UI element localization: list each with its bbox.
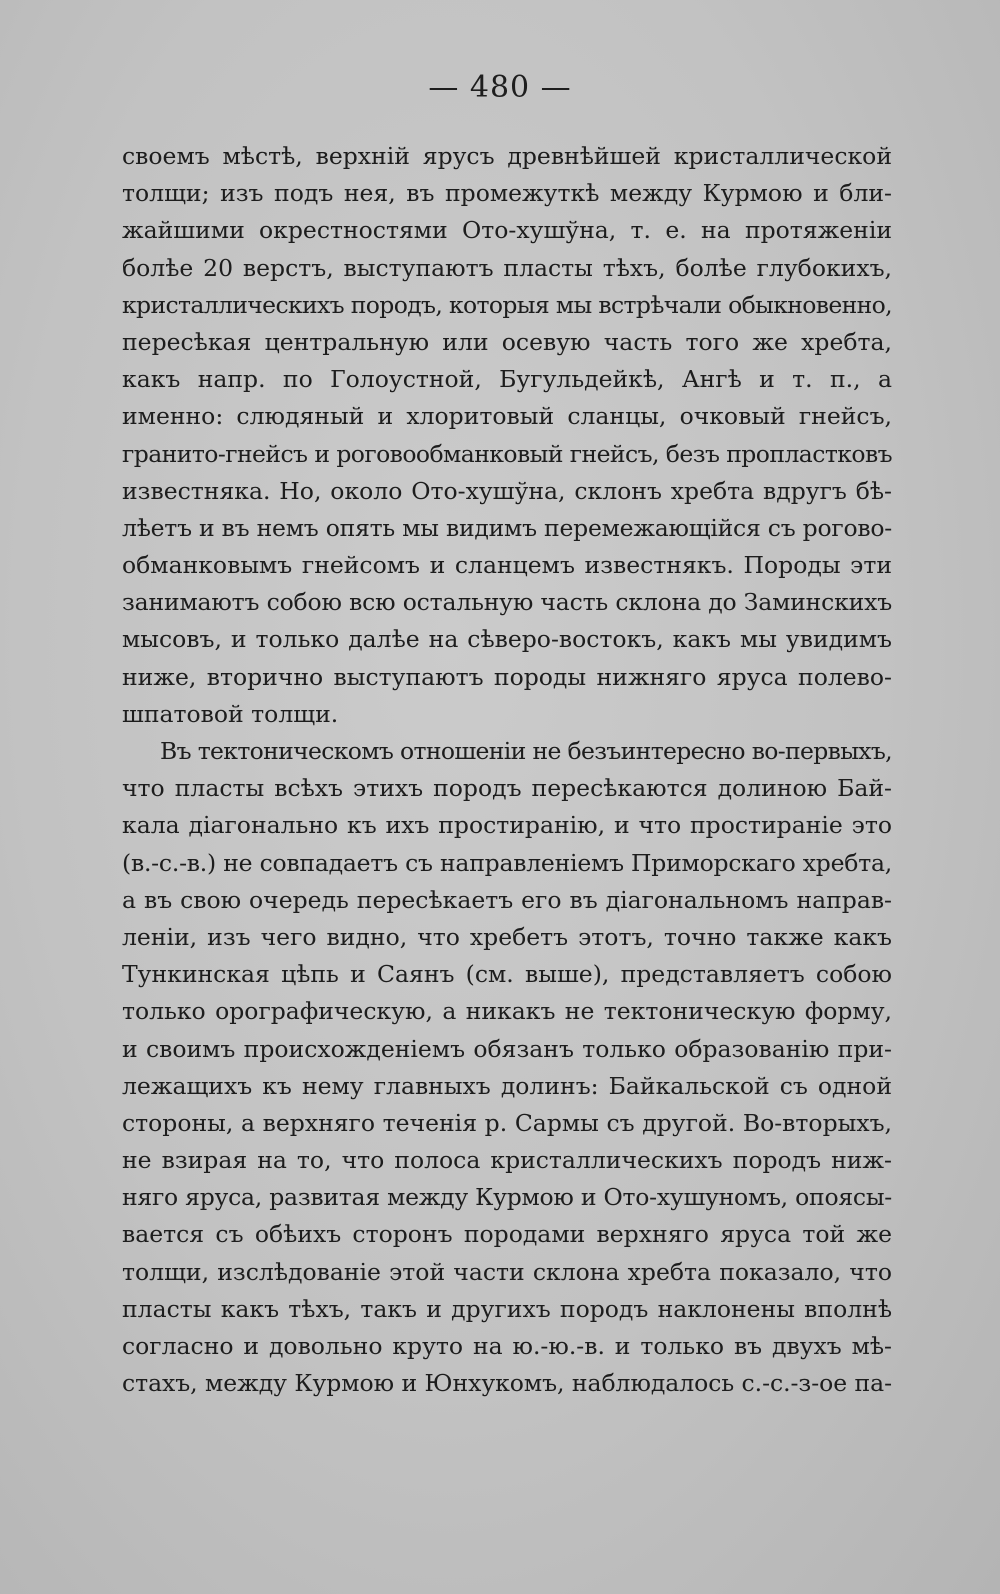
text-line: толщи, изслѣдованіе этой части склона хребта показало, что (122, 1257, 892, 1286)
text-line: Въ тектоническомъ отношеніи не безъинтересно во-первыхъ, (160, 737, 892, 765)
body-text (122, 138, 892, 1402)
text-line: известняка. Но, около Ото-хушўна, склонъ хребта вдругъ бѣ- (122, 476, 892, 505)
text-line: жайшими окрестностями Ото-хушўна, т. е. на протяженіи (122, 216, 892, 245)
text-line: кала діагонально къ ихъ простиранію, и что простираніе это (122, 811, 892, 840)
text-line: своемъ мѣстѣ, верхній ярусъ древнѣйшей кристаллической (122, 142, 892, 170)
text-line: занимаютъ собою всю остальную часть склона до Заминскихъ (122, 588, 892, 617)
text-line: стахъ, между Курмою и Юнхукомъ, наблюдалось с.-с.-з-ое па- (122, 1369, 892, 1398)
text-line: пересѣкая центральную или осевую часть того же хребта, (122, 327, 892, 356)
text-line: леніи, изъ чего видно, что хребетъ этотъ, точно также какъ (122, 922, 892, 951)
text-line: лежащихъ къ нему главныхъ долинъ: Байкальской съ одной (122, 1071, 892, 1100)
text-line: лѣетъ и въ немъ опять мы видимъ перемежающійся съ рогово- (122, 513, 892, 542)
text-line: обманковымъ гнейсомъ и сланцемъ известнякъ. Породы эти (122, 551, 892, 580)
text-line: какъ напр. по Голоустной, Бугульдейкѣ, Ангѣ и т. п., а (122, 365, 892, 394)
text-line: вается съ обѣихъ сторонъ породами верхняго яруса той же (122, 1220, 892, 1249)
text-line: именно: слюдяный и хлоритовый сланцы, очковый гнейсъ, (122, 402, 892, 431)
text-line: шпатовой толщи. (122, 699, 339, 728)
text-line: няго яруса, развитая между Курмою и Ото-хушуномъ, опоясы- (122, 1183, 892, 1212)
text-line: а въ свою очередь пересѣкаетъ его въ діагональномъ направ- (122, 885, 892, 914)
paragraph-1 (122, 138, 892, 733)
text-line: что пласты всѣхъ этихъ породъ пересѣкаются долиною Бай- (122, 774, 892, 803)
text-line: (в.-с.-в.) не совпадаетъ съ направленіемъ Приморскаго хребта, (122, 848, 892, 877)
text-line: стороны, а верхняго теченія р. Сармы съ другой. Во-вторыхъ, (122, 1108, 892, 1137)
paragraph-2 (122, 733, 892, 1402)
text-line: кристаллическихъ породъ, которыя мы встрѣчали обыкновенно, (122, 290, 892, 319)
text-line: согласно и довольно круто на ю.-ю.-в. и только въ двухъ мѣ- (122, 1332, 892, 1360)
text-line: пласты какъ тѣхъ, такъ и другихъ породъ наклонены вполнѣ (122, 1294, 892, 1323)
text-line: ниже, вторично выступаютъ породы нижняго яруса полево- (122, 662, 892, 691)
page-number: — 480 — (428, 70, 572, 105)
text-line: мысовъ, и только далѣе на сѣверо-востокъ, какъ мы увидимъ (122, 625, 892, 654)
text-line: не взирая на то, что полоса кристаллическихъ породъ ниж- (122, 1146, 892, 1175)
text-line: болѣе 20 верстъ, выступаютъ пласты тѣхъ, болѣе глубокихъ, (122, 253, 892, 282)
text-line: Тункинская цѣпь и Саянъ (см. выше), представляетъ собою (122, 960, 892, 989)
text-line: толщи; изъ подъ нея, въ промежуткѣ между Курмою и бли- (122, 179, 892, 208)
text-line: только орографическую, а никакъ не тектоническую форму, (122, 997, 892, 1026)
text-line: гранито-гнейсъ и роговообманковый гнейсъ, безъ пропластковъ (122, 439, 892, 468)
text-line: и своимъ происхожденіемъ обязанъ только образованію при- (122, 1034, 892, 1063)
